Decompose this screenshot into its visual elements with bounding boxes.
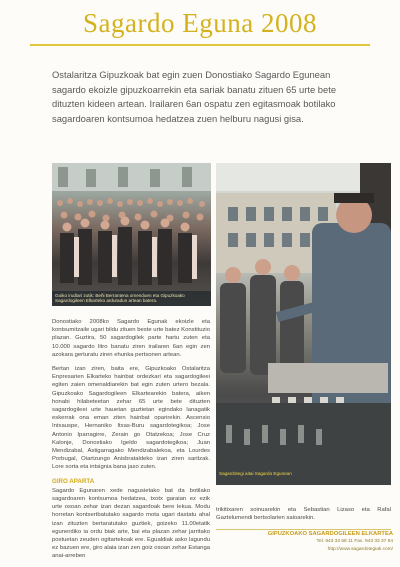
article-column-right	[216, 506, 391, 528]
page-title: Sagardo Eguna 2008	[83, 8, 317, 38]
cider-scene-illustration	[216, 163, 391, 485]
article-paragraph: Donostiako 2008ko Sagardo Egunak ekoizle eta kontsumitzaile ugari bildu zituen beste urte batez Konstituzio plazan. Guztira, 50 sagardogilek parte hartu zuten eta 10.000 sagardo litro banatu ziren irailaren 6an egin zen azokara gerturatu ziren ehunka pertsonen artean.	[52, 319, 210, 358]
website-link[interactable]: http://www.sagardotegiak.com/	[327, 547, 393, 552]
crowd-illustration	[52, 163, 211, 306]
section-subheading: GIRO APARTA	[52, 477, 95, 485]
title-underline	[30, 44, 370, 46]
organization-name: GIPUZKOAKO SAGARDOGILEEN ELKARTEA	[267, 531, 393, 537]
article-paragraph: Sagardo Egunaren xede nagusietako bat da botilako sagardoaren kontsumoa hedatzea, txotx garaian ez ezik urte osoan zehar izan dezan sagardoak bere lekua. Modu horretan kontsertbatutako sagardo mota ugari dastatu ahal izan zituzten bertaratutako guztiek, goizeko 11.00etatik egunerdiko ia ordu biak arte, bai eta plazan zehar jarritako postuetan zeuden ogitartekoak ere. Egualdiak asko lagundu ez bazuen ere, giro alaia izan zen goiz osoan zehar Estanga anai-arreben	[52, 487, 210, 560]
footer-divider	[216, 529, 391, 530]
article-paragraph: trikitixaren soinuarekin eta Sebastian Lizaso eta Rafal Gaztelumendi bertsolarien saioarekin.	[216, 507, 391, 522]
left-photo-caption: Goiko irudiari zutik: Beñi Berrantena omenduen eta Gipuzkoako Sagardogileen Elkarteko arduradun artean batera.	[52, 291, 211, 306]
cider-pouring-photo	[216, 163, 391, 485]
article-column-left	[52, 318, 210, 567]
lead-paragraph: Ostalaritza Gipuzkoak bat egin zuen Donostiako Sagardo Egunean sagardo ekoizle gipuzkoarrekin eta sariak banatu zituen 65 urte bete dituzten kideen artean. Irailaren 6an ospatu zen egitasmoak botilako sagardoaren kontsumoa hedatzea zuen helburu nagusi gisa.	[52, 69, 337, 124]
right-photo-caption: Sagardotegi aitai Sagardo Egunean	[219, 471, 292, 477]
contact-numbers: Tel. 943 33 68 11 Fax. 943 33 37 94	[316, 539, 393, 544]
group-photo	[52, 163, 211, 306]
article-paragraph: Bertan izan ziren, baita ere, Gipuzkoako Ostalaritza Enpresarien Elkarteko hainbat ordezkari eta sagardogileei egiten zaien omenaldiarekin bat egin zuten urtero bezala. Gipuzkoako Sagardogileen Elkartearekin batera, aiken honabi hilabeteetan zehar 65 urte bete dituzten sagardogileei urte hauetan guztietan egindako lanagatik eskerrak ona eman ziten hainbat oparirekin. Ascensio Intxauspe, Hernaniko Itxas-Buru sagardotegikoa; Jose Antonio Iparragirre, Zerain go Otatzekoa; Jose Cruz Kalonje, Donostiako Igeldo sagardotegikoa; Juan Mendizabal, Astigarragako Mendizabalekoa, eta Lourdes Porbugal, Oiartzungo Anisbrataldeko izan ziren saritzak. Lore sorta eta intsignia bana jaso zuten.	[52, 366, 210, 471]
